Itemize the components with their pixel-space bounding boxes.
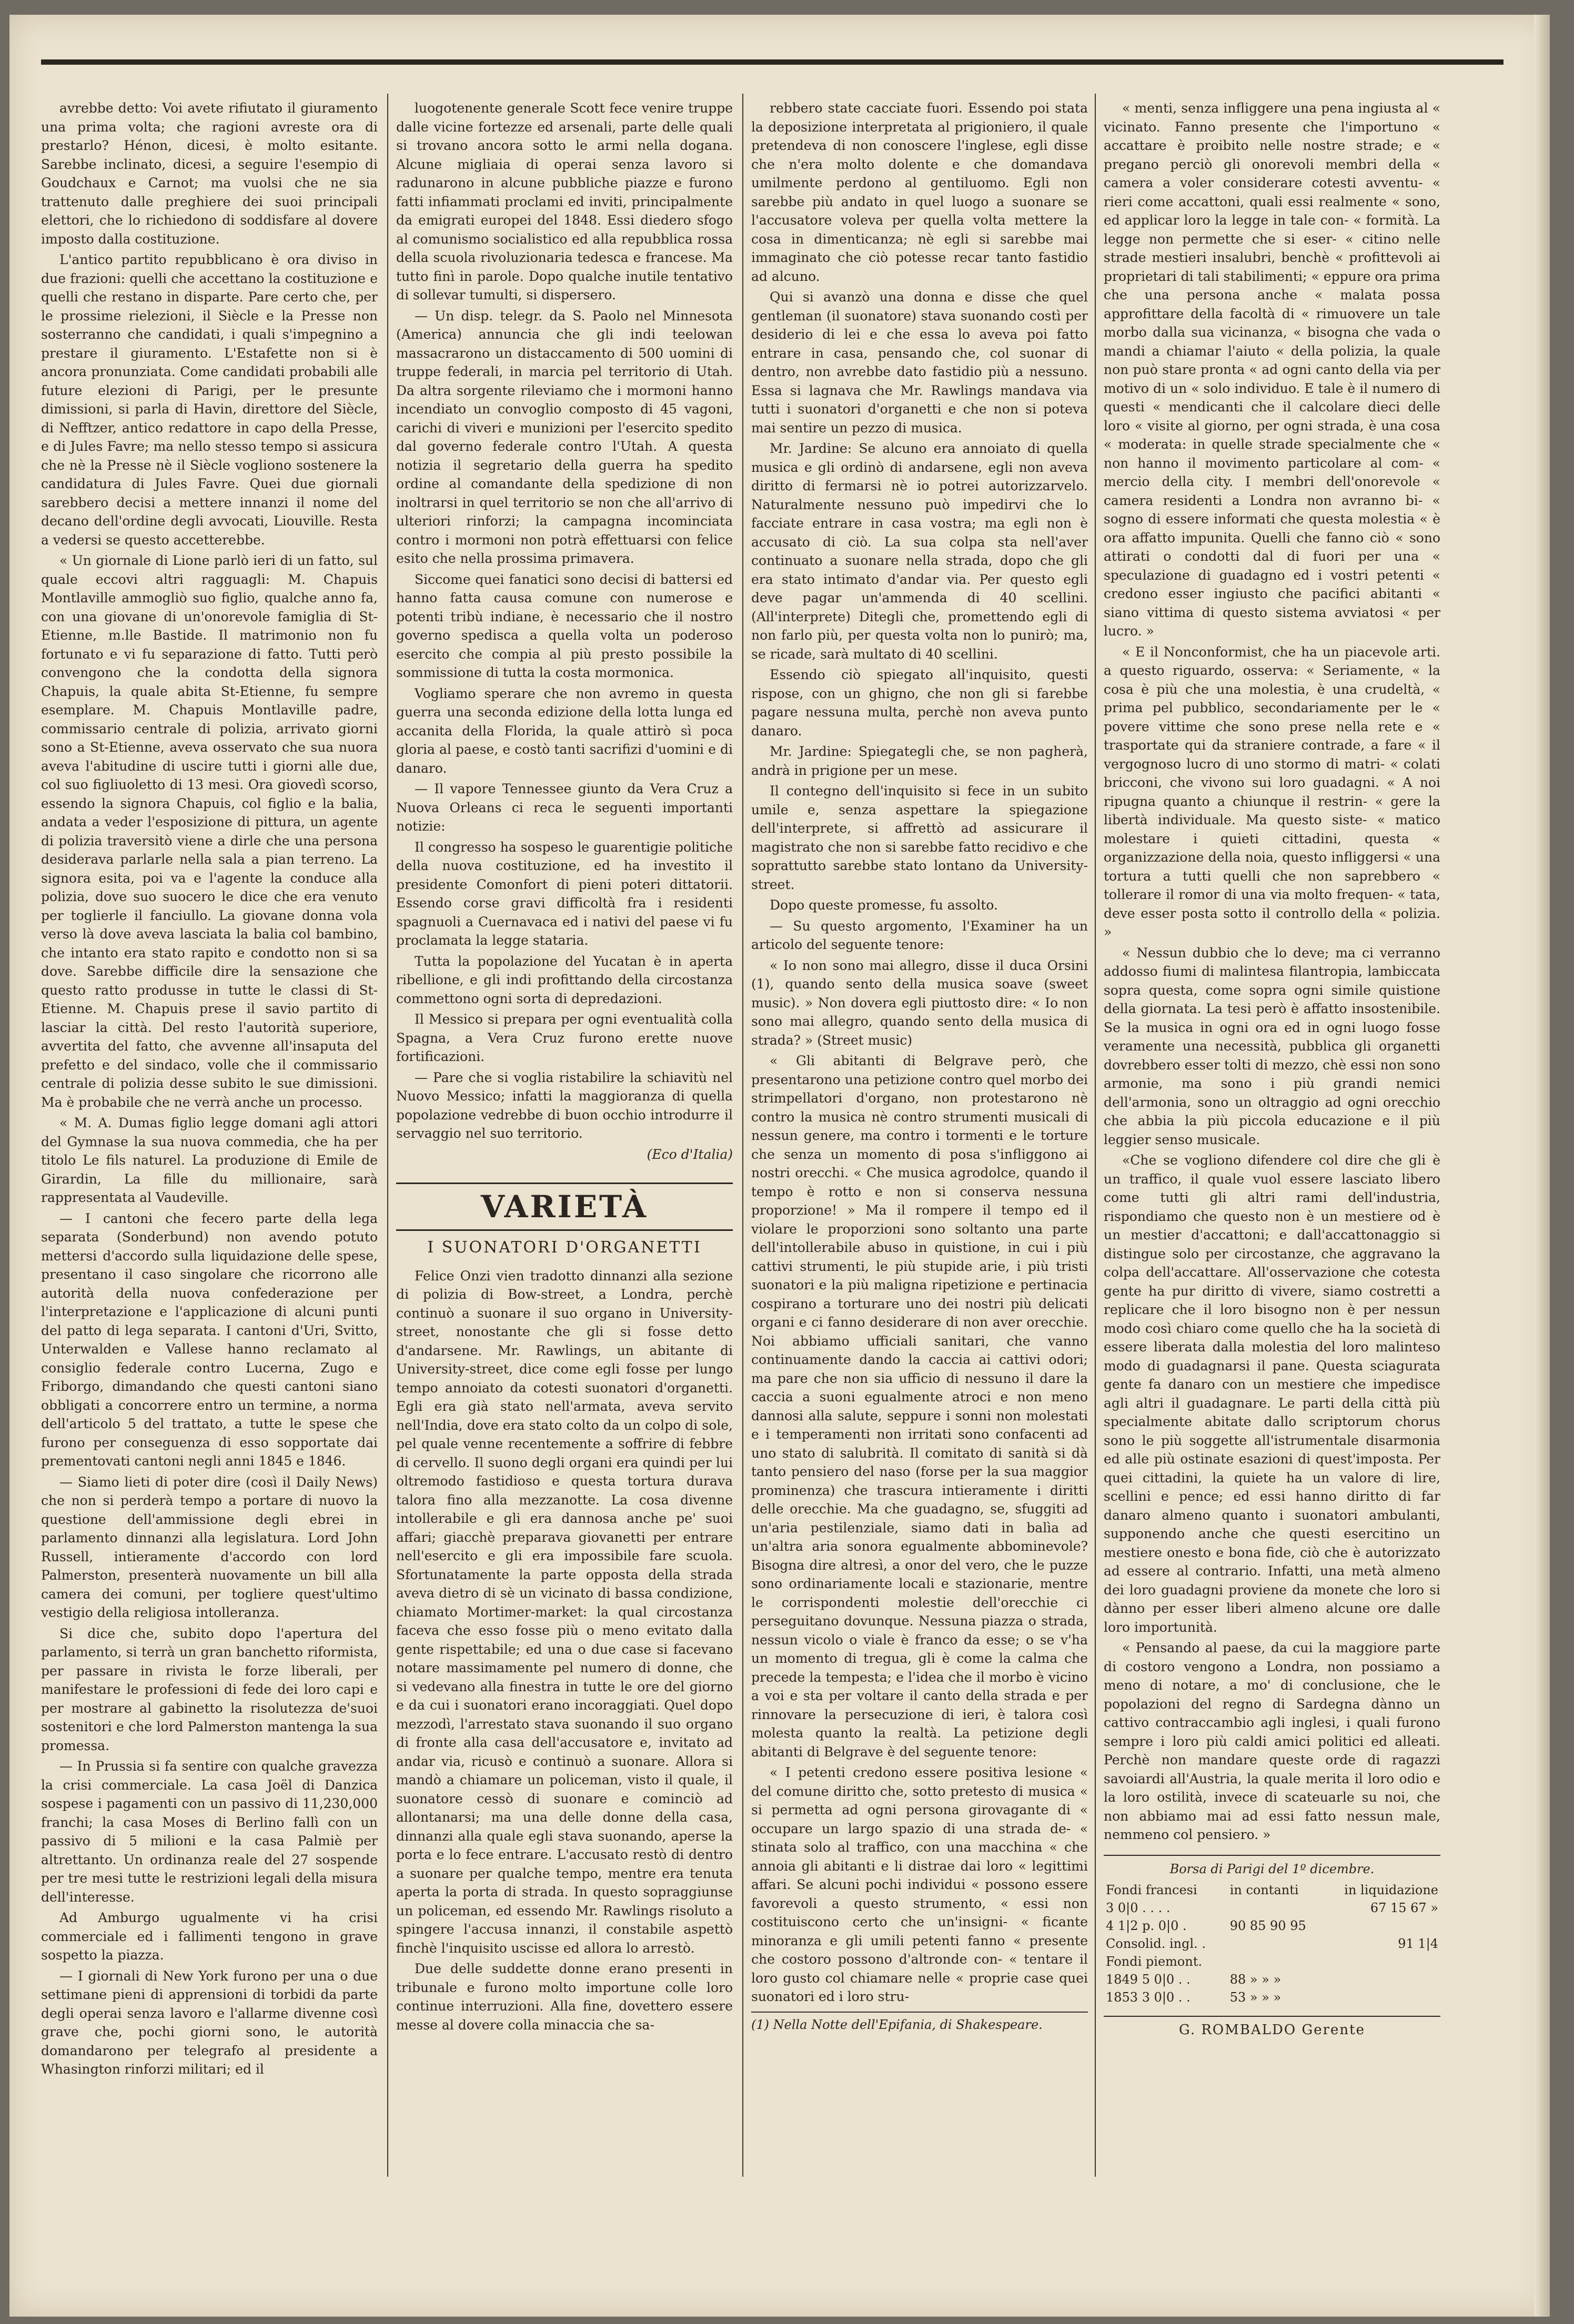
table-cell: 1853 3 0|0 . . <box>1106 1989 1190 2005</box>
paragraph: « Pensando al paese, da cui la maggiore parte di costoro vengono a Londra, non possiamo a meno di notare, a mo' di conclusione, che le popolazioni del regno di Sardegna dànno un cattivo contraccambio agli inglesi, i quali furono sempre i loro più caldi amici politici ed alleati. Perchè non mandare queste orde di ragazzi savoiardi all'Austria, la quale merita il loro odio e la loro ostilità, invece di scateuarle su noi, che non abbiamo mai ad essi fatto nessun male, nemmeno col pensiero. » <box>1104 1640 1440 1842</box>
table-row <box>1104 1899 1440 1917</box>
table-row <box>1104 1953 1440 1971</box>
table-cell <box>1324 1953 1440 1971</box>
table-row <box>1104 1971 1440 1988</box>
table-header: Fondi francesi <box>1106 1882 1197 1897</box>
paragraph: Dopo queste promesse, fu assolto. <box>770 897 998 913</box>
paragraph: Qui si avanzò una donna e disse che quel gentleman (il suonatore) stava suonando costì per desiderio di lei e che essa lo aveva poi fatto entrare in casa, pensando che, col suonar di dentro, non avrebbe dato fastidio più a nessuno. Essa si lagnava che Mr. Rawlings mandava via tutti i suonatori d'organetti e che non si poteva mai sentire un pezzo di musica. <box>751 289 1088 436</box>
paragraph: Felice Onzi vien tradotto dinnanzi alla sezione di polizia di Bow-street, a Londra, perchè continuò a suonare il suo organo in University-street, nonostante che gli si fosse detto d'andarsene. Mr. Rawlings, un abitante di University-street, dice come egli fosse per lungo tempo annoiato da cotesti suonatori d'organetti. Egli era già stato nell'armata, aveva servito nell'India, dove era stato colto da un colpo di sole, pel quale venne recentemente a soffrire di febbre di cervello. Il suono degli organi era quindi per lui oltremodo fastidioso e questa tortura durava talora fino alla mezzanotte. La cosa divenne intollerabile e gli era dannosa anche pe' suoi affari; giacchè preparava giovanetti per entrare nell'esercito e gli era impossibile fare scuola. Sfortunatamente la parte opposta della strada aveva dietro di sè un vicinato di bassa condizione, chiamato Mortimer-market: la qual circostanza faceva che esso fosse più o meno evitato dalla gente rispettabile; ed una o due case si facevano notare massimamente pel numero di donne, che si vedevano alla finestra in tutte le ore del giorno e da cui i suonatori erano incoraggiati. Quel dopo mezzodì, l'arrestato stava suonando il suo organo di fronte alla casa dell'accusatore e, invitato ad andar via, ricusò e continuò a suonare. Allora si mandò a chiamare un policeman, visto il quale, il suonatore cessò di suonare e cominciò ad allontanarsi; ma una delle donne della casa, dinnanzi alla quale egli stava suonando, aperse la porta e lo fece entrare. L'accusato restò di dentro a suonare per qualche tempo, mentre era tenuta aperta la porta di strada. In questo sopraggiunse un policeman, ed essendo Mr. Rawlings risoluto a spingere l'accusa innanzi, il constabile aspettò finchè l'inquisito uscisse ed allora lo arrestò. <box>396 1268 733 1956</box>
paragraph: Il contegno dell'inquisito si fece in un subito umile e, senza aspettare la spiegazione dell'interprete, si affrettò ad assicurare il magistrato che non si sarebbe fatto recidivo e che soprattutto sarebbe stato lontano da University-street. <box>751 783 1088 892</box>
paragraph: avrebbe detto: Voi avete rifiutato il giuramento una prima volta; che ragioni avreste ora di prestarlo? Hénon, dicesi, è molto esitante. Sarebbe inclinato, dicesi, a seguire l'esempio di Goudchaux e Carnot; ma vuolsi che ne sia trattenuto dalle preghiere dei suoi principali elettori, che lo richiedono di soddisfare al dovere imposto dalla costituzione. <box>41 100 378 247</box>
table-cell: 67 15 67 » <box>1370 1900 1438 1915</box>
table-cell: 53 » » » <box>1229 1989 1282 2005</box>
paragraph: Ad Amburgo ugualmente vi ha crisi commerciale ed i fallimenti tengono in grave sospetto la piazza. <box>41 1910 378 1963</box>
table-cell <box>1324 1917 1440 1935</box>
paragraph: « E il Nonconformist, che ha un piacevole arti. a questo riguardo, osserva: « Seriamente, « la cosa è più che una molestia, è una crudeltà, « prima pel pubblico, secondariamente per le « povere vittime che sono prese nella rete e « trasportate qui da straniere contrade, a fare « il vergognoso lucro di uno stormo di matri- « colati bricconi, che vivono sui loro guadagni. « A noi ripugna quanto a chiunque il restrin- « gere la libertà individuale. Ma questo siste- « matico molestare i quieti cittadini, questa « organizzazione della noia, questo infliggersi « una tortura a tutti quelli che non saprebbero « tollerare il romor di una via molto frequen- « tata, deve esser posta sotto il controllo della « polizia. » <box>1104 644 1440 939</box>
table-cell <box>1324 1971 1440 1988</box>
table-cell: Consolid. ingl. . <box>1106 1936 1206 1951</box>
paragraph: « Io non sono mai allegro, disse il duca Orsini (1), quando sento della musica soave (sweet music). » Non dovera egli piuttosto dire: « Io non sono mai allegro, quando sento della musica di strada? » (Street music) <box>751 957 1088 1048</box>
bourse-table <box>1104 1881 1440 2006</box>
paragraph: — I cantoni che fecero parte della lega separata (Sonderbund) non avendo potuto mettersi d'accordo sulla liquidazione delle spese, presentano il caso singolare che ricorrono alle autorità della nuova confederazione per l'interpretazione e l'applicazione di alcuni punti del patto di lega separata. I cantoni d'Uri, Svitto, Unterwalden e Vallese hanno reclamato al consiglio federale contro Lucerna, Zugo e Friborgo, dimandando che questi cantoni siano obbligati a concorrere entro un termine, a norma dell'articolo 5 del trattato, a tutte le spese che furono per conseguenza di esso sopportate dai prementovati cantoni negli anni 1845 e 1846. <box>41 1210 378 1469</box>
stock-exchange-table <box>1104 1855 1440 2039</box>
table-cell: 4 1|2 p. 0|0 . <box>1106 1918 1187 1933</box>
newspaper-page <box>9 15 1550 2317</box>
footnote: (1) Nella Notte dell'Epifania, di Shakespeare. <box>751 2012 1088 2035</box>
table-row <box>1104 1988 1440 2006</box>
column-3 <box>751 99 1088 2182</box>
paragraph: Vogliamo sperare che non avremo in questa guerra una seconda edizione della lotta lunga ed accanita della Florida, la quale attirò sì poca gloria al paese, e costò tanti sacrifizi d'uomini e di danaro. <box>396 685 733 776</box>
table-header: in contanti <box>1229 1882 1299 1897</box>
table-cell <box>1228 1935 1324 1953</box>
paragraph: — Pare che si voglia ristabilire la schiavitù nel Nuovo Messico; infatti la maggioranza di quella popolazione vedrebbe di buon occhio introdurre il servaggio nel suo territorio. <box>396 1069 733 1141</box>
paragraph: rebbero state cacciate fuori. Essendo poi stata la deposizione interpretata al prigioniero, il quale pretendeva di non conoscere l'inglese, egli disse che n'era molto dolente e che domandava umilmente perdono al gentiluomo. Egli non sarebbe più andato in quel luogo a suonare se l'accusatore voleva per quella volta mettere la cosa in dimenticanza; nè egli si sarebbe mai immaginato che ciò potesse recar tanto fastidio ad alcuno. <box>751 100 1088 284</box>
page-fold-shadow <box>1534 15 1550 2317</box>
source-attribution: (Eco d'Italia) <box>647 1146 733 1162</box>
table-cell: 90 85 90 95 <box>1229 1918 1306 1933</box>
paragraph: Due delle suddette donne erano presenti in tribunale e furono molto importune colle loro continue interruzioni. Alla fine, dovettero essere messe al dovere colla minaccia che sa- <box>396 1961 733 2033</box>
table-cell <box>1228 1953 1324 1971</box>
column-4 <box>1104 99 1440 2182</box>
paragraph: — Siamo lieti di poter dire (così il Daily News) che non si perderà tempo a portare di nuovo la questione dell'ammissione degli ebrei in parlamento dinnanzi alla legislatura. Lord John Russell, intieramente d'accordo con lord Palmerston, presenterà nuovamente un bill alla camera dei comuni, per togliere quest'ultimo vestigio della religiosa intolleranza. <box>41 1474 378 1620</box>
paragraph: Mr. Jardine: Se alcuno era annoiato di quella musica e gli ordinò di andarsene, egli non aveva diritto di fermarsi nè io potrei autorizzarvelo. Naturalmente nessuno può impedirvi che lo facciate entrare in casa vostra; ma egli non è accusato di ciò. La sua colpa sta nell'aver continuato a suonare nella strada, dopo che gli era stato intimato d'andar via. Per questo egli deve pagar un'ammenda di 40 scellini. (All'interprete) Ditegli che, promettendo egli di non farlo più, per questa volta non lo punirò; ma, se ricade, sarà multato di 40 scellini. <box>751 441 1088 662</box>
table-header: in liquidazione <box>1344 1882 1438 1897</box>
paragraph: « M. A. Dumas figlio legge domani agli attori del Gymnase la sua nuova commedia, che ha per titolo Le fils naturel. La produzione di Emile de Girardin, La fille du millionaire, sarà rappresentata al Vaudeville. <box>41 1115 378 1205</box>
stock-exchange-title: Borsa di Parigi del 1º dicembre. <box>1169 1861 1375 1876</box>
paragraph: Siccome quei fanatici sono decisi di battersi ed hanno fatta causa comune con numerose e potenti tribù indiane, è necessario che il nostro governo spedisca a quella volta un poderoso esercito che compia al più presto possibile la sommissione di tutta la costa mormonica. <box>396 571 733 680</box>
paragraph: Mr. Jardine: Spiegategli che, se non pagherà, andrà in prigione per un mese. <box>751 744 1088 778</box>
paragraph: — In Prussia si fa sentire con qualche gravezza la crisi commerciale. La casa Joël di Danzica sospese i pagamenti con un passivo di 11,230,000 franchi; la casa Moses di Berlino fallì con un passivo di 5 milioni e la casa Palmiè per altrettanto. Un ordinanza reale del 27 sospende per tre mesi tutte le restrizioni legali della misura dell'interesse. <box>41 1759 378 1905</box>
paragraph: « menti, senza infliggere una pena ingiusta al « vicinato. Fanno presente che l'importuno « accattare è proibito nelle nostre strade; e « pregano perciò gli onorevoli membri della « camera a voler considerare cotesti avventu- « rieri come accattoni, quali essi realmente « sono, ed applicar loro la legge in tale con- « formità. La legge non permette che si eser- « citino nelle strade mestieri insalubri, benchè « profittevoli ai proprietari di tali stabilimenti; « eppure ora prima che una persona anche « malata possa approfittare della facoltà di « rimuovere un tale morbo dalla sua vicinanza, « bisogna che vada o mandi a chiamar l'aiuto « della polizia, la quale non può stare pronta « ad ogni canto della via per motivo di un « solo individuo. E tale è il numero di questi « mendicanti che il calcolare dieci delle loro « visite al giorno, per ogni strada, è una cosa « moderata: in quelle strade specialmente che « non hanno il movimento particolare al com- « mercio della city. I membri dell'onorevole « camera residenti a Londra non avranno bi- « sogno di essere informati che questa molestia « è ora affatto impunita. Quelli che fanno ciò « sono attirati o condotti dal di fuori per una « speculazione di guadagno ed i vostri petenti « credono esser ingiusto che pacifici abitanti « siano vittima di questo sistema avviatosi « per lucro. » <box>1104 100 1440 639</box>
editor-signature: G. ROMBALDO Gerente <box>1104 2016 1440 2039</box>
paragraph: « Un giornale di Lione parlò ieri di un fatto, sul quale eccovi altri ragguagli: M. Chapuis Montlaville ammogliò suo figlio, qualche anno fa, con una giovane di un'onorevole famiglia di St-Etienne, m.lle Bastide. Il matrimonio non fu fortunato e vi fu separazione di fatto. Tutti però convengono che la condotta della signora Chapuis, la quale abita St-Etienne, fu sempre esemplare. M. Chapuis Montlaville padre, commissario centrale di polizia, arrivato giorni sono a St-Etienne, aveva osservato che sua nuora aveva l'abitudine di uscire tutti i giorni alle due, col suo figliuoletto di 13 mesi. Ora giovedì scorso, essendo la signora Chapuis, col figlio e la balia, andata a veder l'esposizione di pittura, un agente di polizia traversitò viene a dirle che una persona desiderava parlarle nella sala a pian terreno. La signora esita, poi va e l'agente la conduce alla polizia, dove suo suocero le dice che era venuto per toglierle il fanciullo. La giovane donna vola verso là dove aveva lasciata la balia col bambino, che intanto era stato rapito e condotto non si sa dove. Sarebbe difficile dire la sensazione che questo ratto produsse in tutte le classi di St-Etienne. M. Chapuis prese il savio partito di lasciar la città. Del resto l'autorità superiore, avvertita del fatto, che avvenne all'insaputa del prefetto e del sindaco, volle che il commissario centrale di polizia desse subito le sue dimissioni. Ma è probabile che ne verrà anche un processo. <box>41 553 378 1110</box>
paragraph: luogotenente generale Scott fece venire truppe dalle vicine fortezze ed arsenali, parte delle quali si trovano ancora sotto le armi nella dogana. Alcune migliaia di operai senza lavoro si radunarono in alcune pubbliche piazze e furono fatti infiammati proclami ed inviti, principalmente da emigrati europei del 1848. Essi diedero sfogo al comunismo socialistico ed alla repubblica rossa della scuola rivoluzionaria tedesca e francese. Ma tutto finì in parole. Dopo qualche inutile tentativo di sollevar tumulti, si dispersero. <box>396 100 733 302</box>
table-cell: 88 » » » <box>1229 1972 1282 1987</box>
column-1 <box>41 99 378 2182</box>
table-cell <box>1324 1988 1440 2006</box>
section-title-varieta: VARIETÀ <box>396 1183 733 1231</box>
column-divider <box>387 94 388 2177</box>
article-title: I SUONATORI D'ORGANETTI <box>427 1238 702 1257</box>
column-divider <box>742 94 743 2177</box>
table-row <box>1104 1935 1440 1953</box>
paragraph: — Il vapore Tennessee giunto da Vera Cruz a Nuova Orleans ci reca le seguenti importanti notizie: <box>396 781 733 834</box>
table-cell: Fondi piemont. <box>1106 1954 1203 1969</box>
paragraph: Si dice che, subito dopo l'apertura del parlamento, si terrà un gran banchetto riformista, per passare in rivista le forze liberali, per manifestare le professioni di fede dei loro capi e per mostrare al gabinetto la risolutezza de'suoi sostenitori e che lord Palmerston mantenga la sua promessa. <box>41 1625 378 1753</box>
paragraph: « Nessun dubbio che lo deve; ma ci verranno addosso fiumi di malintesa filantropia, lambiccata sopra questa, come sopra ogni simile quistione della giornata. La tesi però è affatto insostenibile. Se la musica in ogni ora ed in ogni luogo fosse veramente una necessità, pubblica gli organetti dovrebbero esser tolti di mezzo, chè essi non sono armonie, ma sono i più grandi nemici dell'armonia, sono un oltraggio ad ogni orecchio che abbia la più piccola educazione e il più leggier senso musicale. <box>1104 945 1440 1147</box>
paragraph: L'antico partito repubblicano è ora diviso in due frazioni: quelli che accettano la costituzione e quelli che restano in disparte. Pare certo che, per le prossime rielezioni, il Siècle e la Presse non sosterranno che candidati, i quali s'impegnino a prestare il giuramento. L'Estafette non si è ancora pronunziata. Come candidati probabili alle future elezioni di Parigi, per le presunte dimissioni, si parla di Havin, direttore del Siècle, di Nefftzer, antico redattore in capo della Presse, e di Jules Favre; ma nello stesso tempo si assicura che nè la Presse nè il Siècle vogliono sostenere la candidatura di Jules Favre. Quei due giornali sarebbero decisi a mettere innanzi il nome del decano dell'ordine degli avvocati, Liouville. Resta a vedersi se questo accetterebbe. <box>41 252 378 548</box>
table-header-row <box>1104 1881 1440 1899</box>
table-cell: 3 0|0 . . . . <box>1106 1900 1171 1915</box>
paragraph: « I petenti credono essere positiva lesione « del comune diritto che, sotto pretesto di musica « si permetta ad ogni persona girovagante di « occupare un largo spazio di una strada de- « stinata solo al traffico, con una macchina « che annoia gli abitanti e li distrae dai loro « legittimi affari. Se alcuni pochi individui « possono essere favorevoli a questo strumento, « essi non costituiscono certo che un'insigni- « ficante minoranza e gli umili petenti fanno « presente che costoro possono d'altronde con- « tentare il loro gusto col chiamare nelle « proprie case quei suonatori ed i loro stru- <box>751 1765 1088 2004</box>
paragraph: — Un disp. telegr. da S. Paolo nel Minnesota (America) annuncia che gli indi teelowan massacrarono un distaccamento di 500 uomini di truppe federali, in marcia pel territorio di Utah. Da altra sorgente rileviamo che i mormoni hanno incendiato un convoglio composto di 45 vagoni, carichi di viveri e munizioni per l'esercito spedito dal governo federale contro l'Utah. A questa notizia il segretario della guerra ha spedito ordine al comandante della spedizione di non inoltrarsi in quel territorio se non che all'arrivo di ulteriori rinforzi; la campagna incominciata contro i mormoni non potrà effettuarsi con felice esito che nella prossima primavera. <box>396 308 733 566</box>
paragraph: Il Messico si prepara per ogni eventualità colla Spagna, a Vera Cruz furono erette nuove fortificazioni. <box>396 1012 733 1064</box>
paragraph: « Gli abitanti di Belgrave però, che presentarono una petizione contro quel morbo dei strimpellatori d'organo, non protestarono nè contro la musica nè contro strumenti musicali di nessun genere, ma contro i tormenti e le torture che senza un momento di posa s'infliggono ai nostri orecchi. « Che musica agrodolce, quando il tempo è rotto e non si conserva nessuna proporzione! » Ma il rompere il tempo ed il violare le proporzioni sono soltanto una parte dell'intollerabile abuso in quistione, in cui i più cattivi strumenti, le più stupide arie, i più tristi suonatori e la più maligna ripetizione e pertinacia cospirano a torturare uno dei nostri più delicati organi e ci fanno desiderare di non aver orecchie. Noi abbiamo ufficiali sanitari, che vanno continuamente dando la caccia ai cattivi odori; ma pare che non sia ufficio di nessuno il dare la caccia a suoni egualmente atroci e non meno dannosi alla salute, seppure i sonni non molestati e i temperamenti non irritati sono confacenti ad uno stato di salubrità. Il comitato di sanità si dà tanto pensiero del naso (forse per la sua maggior prominenza) che trascura intieramente i diritti delle orecchie. Ma che guadagno, se, sfuggiti ad un'aria pestilenziale, siamo dati in balìa ad un'altra aria sonora egualmente abbominevole? Bisogna dire altresì, a onor del vero, che le puzze sono ordinariamente locali e stazionarie, mentre le corrispondenti molestie dell'orecchie ci perseguitano dovunque. Nessuna piazza o strada, nessun vicolo o viale è franco da esse; o se v'ha un momento di tregua, gli è come la calma che precede la tempesta; e l'idea che il morbo è vicino a voi e sta per voltare il canto della strada e per rinnovare la persecuzione di ieri, è talora così molesta quanto la realtà. La petizione degli abitanti di Belgrave è del seguente tenore: <box>751 1053 1088 1760</box>
paragraph: Il congresso ha sospeso le guarentigie politiche della nuova costituzione, ed ha investito il presidente Comonfort di pieni poteri dittatorii. Essendo corse gravi difficoltà fra i residenti spagnuoli a Cuernavaca ed i nativi del paese vi fu proclamata la legge stataria. <box>396 839 733 948</box>
table-cell: 1849 5 0|0 . . <box>1106 1972 1190 1987</box>
column-2 <box>396 99 733 2182</box>
paragraph: «Che se vogliono difendere col dire che gli è un traffico, il quale vuol essere lasciato libero come tutti gli altri rami dell'industria, rispondiamo che questo non è un mestiere od è un mestier d'accattoni; e dall'accattonaggio si distingue solo per circostanze, che aggravano la colpa dell'accattare. All'osservazione che cotesta gente ha pur diritto di vivere, siamo costretti a replicare che il loro bisogno non è per nessun modo così chiaro come quello che ha la società di essere liberata dalla molestia del loro malinteso modo di guadagnarsi il pane. Questa sciagurata gente fa danaro con un mestiere che impedisce agli altri il guadagnare. Le parti della città più specialmente abitate dallo scriptorum chorus sono le più soggette all'istrumentale disarmonia ed alle più ostinate esazioni di quest'imposta. Per quei cittadini, la quiete ha un valore di lire, scellini e pence; ed essi hanno diritto di far danaro almeno quanto i suonatori ambulanti, supponendo anche che questi esercitino un mestiere onesto e bona fide, ciò che è autorizzato ad essere al contrario. Infatti, una metà almeno dei loro guadagni proviene da monete che loro si dànno per esser liberi almeno alcune ore dalle loro importunità. <box>1104 1153 1440 1635</box>
top-rule <box>41 59 1504 65</box>
table-row <box>1104 1917 1440 1935</box>
column-divider <box>1095 94 1096 2177</box>
table-cell <box>1228 1899 1324 1917</box>
table-cell: 91 1|4 <box>1398 1936 1438 1951</box>
paragraph: Essendo ciò spiegato all'inquisito, questi rispose, con un ghigno, che non gli si farebbe pagare nessuna multa, perchè non aveva punto danaro. <box>751 667 1088 739</box>
paragraph: — Su questo argomento, l'Examiner ha un articolo del seguente tenore: <box>751 918 1088 952</box>
paragraph: Tutta la popolazione del Yucatan è in aperta ribellione, e gli indi profittando della circostanza commettono ogni sorta di depredazioni. <box>396 953 733 1006</box>
paragraph: — I giornali di New York furono per una o due settimane pieni di apprensioni di torbidi da parte degli operai senza lavoro e l'allarme divenne così grave che, pochi giorni sono, le autorità domandarono per telegrafo al presidente a Whasington rinforzi militari; ed il <box>41 1968 378 2077</box>
